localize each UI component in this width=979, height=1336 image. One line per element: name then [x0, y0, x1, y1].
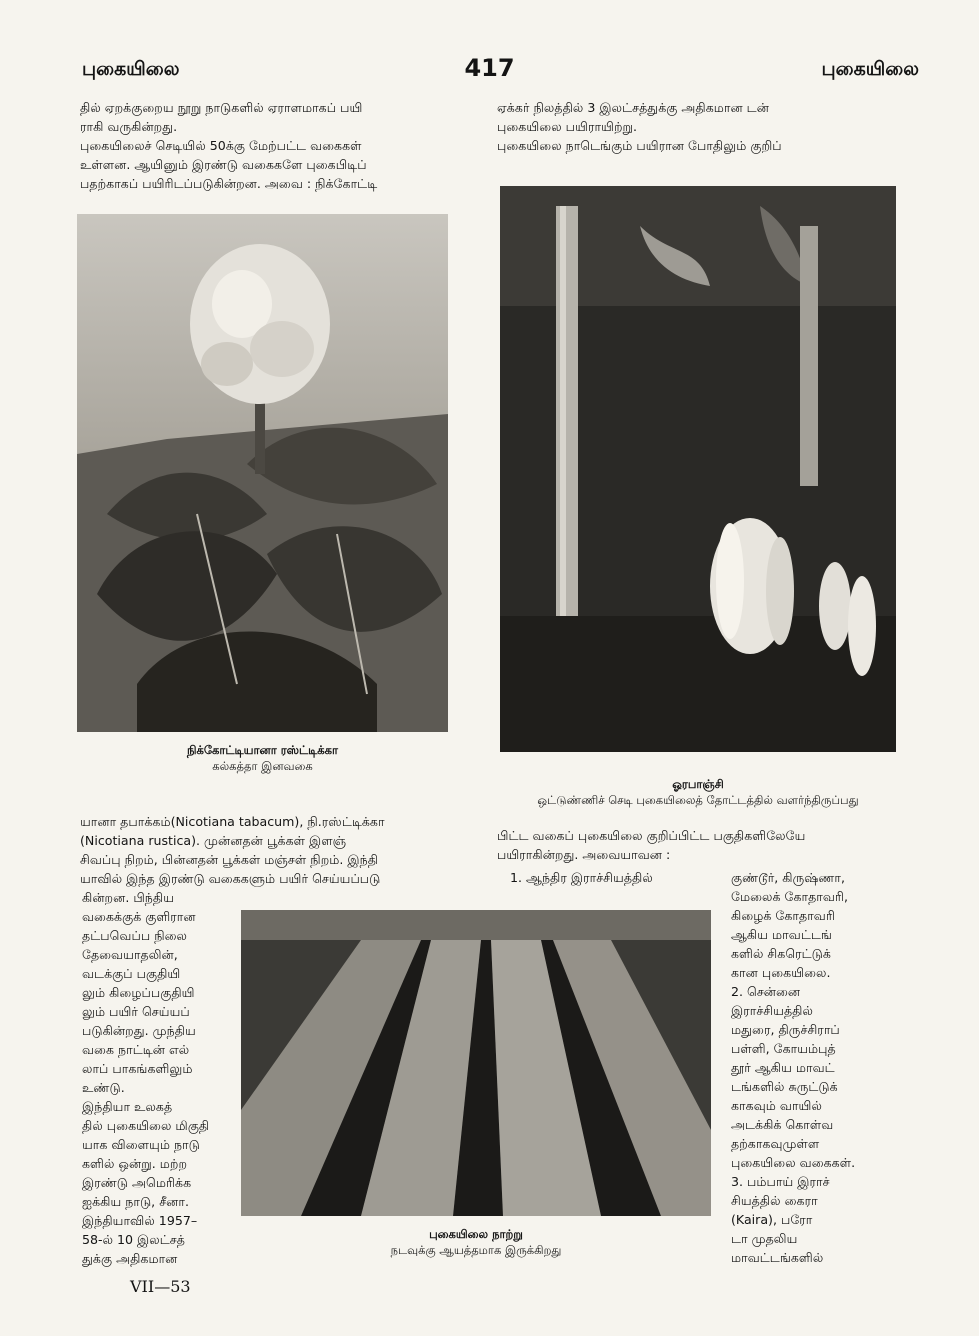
- text-line: புகையிலை பயிராயிற்று.: [497, 119, 638, 134]
- text-line: சியத்தில் கைரா: [731, 1193, 818, 1208]
- text-line: மதுரை, திருச்சிராப்: [731, 1022, 840, 1037]
- text-line: உண்டு.: [82, 1080, 125, 1095]
- text-line: தற்காகவுமுள்ள: [731, 1136, 820, 1151]
- text-line: பயிராகின்றது. அவையாவன :: [497, 847, 671, 862]
- left-caption-title: நிக்கோட்டியானா ரஸ்ட்டிக்கா: [186, 743, 339, 757]
- mid-left-paragraph: [80, 812, 480, 888]
- top-left-paragraph: [80, 98, 475, 193]
- text-line: உள்ளன. ஆயினும் இரண்டு வகைகளே புகைபிடிப்: [80, 157, 367, 172]
- text-line: (Kaira), பரோ: [731, 1212, 813, 1227]
- bottom-caption-subtitle: நடவுக்கு ஆயத்தமாக இருக்கிறது: [390, 1243, 562, 1257]
- text-line: வகைக்குக் குளிரான: [82, 909, 196, 924]
- text-line: 2. சென்னை: [731, 984, 801, 999]
- text-line: அடக்கிக் கொள்வ: [731, 1117, 834, 1132]
- list-item-1-lead: 1. ஆந்திர இராச்சியத்தில்: [510, 870, 653, 885]
- text-line: லும் பயிர் செய்யப்: [82, 1004, 190, 1019]
- text-line: டங்களில் சுருட்டுக்: [731, 1079, 838, 1094]
- text-line: 58-ல் 10 இலட்சத்: [82, 1232, 185, 1247]
- text-line: மேலைக் கோதாவரி,: [731, 889, 848, 904]
- text-line: ஆகிய மாவட்டங்: [731, 927, 832, 942]
- text-line: லாப் பாகங்களிலும்: [82, 1061, 193, 1076]
- text-line: பிட்ட வகைப் புகையிலை குறிப்பிட்ட பகுதிகளிலேயே: [497, 828, 806, 843]
- text-line: தேவையாதலின்,: [82, 947, 178, 962]
- text-line: இராச்சியத்தில்: [731, 1003, 813, 1018]
- mid-right-paragraph: [497, 826, 892, 864]
- text-line: களில் ஒன்று. மற்ற: [82, 1156, 188, 1171]
- text-line: ஏக்கர் நிலத்தில் 3 இலட்சத்துக்கு அதிகமான டன்: [497, 100, 769, 115]
- text-line: யாவில் இந்த இரண்டு வகைகளும் பயிர் செய்யப்படு: [80, 871, 381, 886]
- text-line: புகையிலை நாடெங்கும் பயிரான போதிலும் குறிப்: [497, 138, 782, 153]
- right-figure-caption: [490, 776, 906, 808]
- bottom-figure-caption: [241, 1226, 711, 1258]
- text-line: பள்ளி, கோயம்புத்: [731, 1041, 836, 1056]
- text-line: லும் கிழைப்பகுதியி: [82, 985, 195, 1000]
- text-line: தில் புகையிலை மிகுதி: [82, 1118, 210, 1133]
- orobanche-photo: [500, 186, 896, 752]
- text-line: குண்டூர், கிருஷ்ணா,: [731, 870, 845, 885]
- text-line: சிவப்பு நிறம், பின்னதன் பூக்கள் மஞ்சள் நிறம். இந்தி: [80, 852, 379, 867]
- text-line: கான புகையிலை.: [731, 965, 831, 980]
- text-line: களில் சிகரெட்டுக்: [731, 946, 831, 961]
- text-line: கின்றன. பிந்திய: [82, 890, 175, 905]
- text-line: ராகி வருகின்றது.: [80, 119, 178, 134]
- narrow-right-column: [731, 868, 891, 1267]
- text-line: (Nicotiana rustica). முன்னதன் பூக்கள் இளஞ்: [80, 833, 347, 848]
- narrow-left-column: [82, 888, 236, 1268]
- left-caption-subtitle: கல்கத்தா இனவகை: [212, 759, 313, 773]
- top-right-paragraph: [497, 98, 892, 155]
- text-line: இந்தியா உலகத்: [82, 1099, 173, 1114]
- text-line: துக்கு அதிகமான: [82, 1251, 178, 1266]
- text-line: இரண்டு அமெரிக்க: [82, 1175, 192, 1190]
- tobacco-seedlings-photo: [241, 910, 711, 1216]
- left-figure-caption: [77, 742, 448, 774]
- signature-mark: VII—53: [130, 1277, 191, 1296]
- text-line: மாவட்டங்களில்: [731, 1250, 824, 1265]
- right-caption-title: ஓரபாஞ்சி: [672, 777, 724, 791]
- text-line: புகையிலைச் செடியில் 50க்கு மேற்பட்ட வகைகள்: [80, 138, 362, 153]
- page-number: 417: [464, 54, 515, 82]
- text-line: ஐக்கிய நாடு, சீனா.: [82, 1194, 189, 1209]
- text-line: தட்பவெப்ப நிலை: [82, 928, 187, 943]
- running-head-right: புகையிலை: [821, 58, 919, 80]
- text-line: 3. பம்பாய் இராச்: [731, 1174, 830, 1189]
- text-line: இந்தியாவில் 1957–: [82, 1213, 198, 1228]
- bottom-caption-title: புகையிலை நாற்று: [429, 1227, 523, 1241]
- text-line: யாக விளையும் நாடு: [82, 1137, 200, 1152]
- text-line: வகை நாட்டின் எல்: [82, 1042, 190, 1057]
- text-line: வடக்குப் பகுதியி: [82, 966, 181, 981]
- running-head-left: புகையிலை: [82, 58, 180, 80]
- text-line: தூர் ஆகிய மாவட்: [731, 1060, 835, 1075]
- right-caption-subtitle: ஒட்டுண்ணிச் செடி புகையிலைத் தோட்டத்தில் வளர்ந்திருப்பது: [537, 793, 859, 807]
- text-line: காகவும் வாயில்: [731, 1098, 822, 1113]
- nicotiana-rustica-photo: [77, 214, 448, 732]
- text-line: டா முதலிய: [731, 1231, 798, 1246]
- text-line: தில் ஏறக்குறைய நூறு நாடுகளில் ஏராளமாகப் பயி: [80, 100, 363, 115]
- text-line: படுகின்றது. முந்திய: [82, 1023, 196, 1038]
- text-line: புகையிலை வகைகள்.: [731, 1155, 856, 1170]
- text-line: யானா தபாக்கம்(Nicotiana tabacum), நி.ரஸ்ட்டிக்கா: [80, 814, 385, 829]
- text-line: பதற்காகப் பயிரிடப்படுகின்றன. அவை : நிக்கோட்டி: [80, 176, 378, 191]
- text-line: கிழைக் கோதாவரி: [731, 908, 835, 923]
